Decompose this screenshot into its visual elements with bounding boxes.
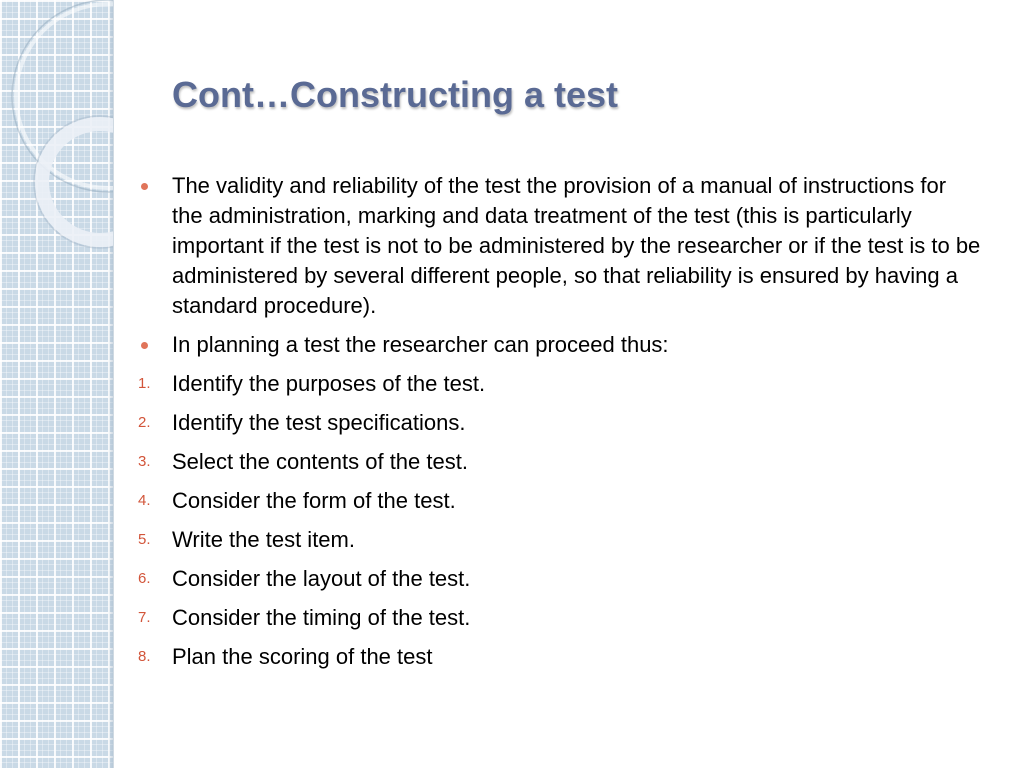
numbered-item [132, 525, 982, 555]
bullet-text: The validity and reliability of the test the provision of a manual of instructions for the administration, marking and data treatment of the test (this is particularly important if the test is not to be administered by the researcher or if the test is to be administered by several different people, so that reliability is ensured by having a standard procedure). [172, 173, 981, 318]
numbered-item [132, 603, 982, 633]
numbered-item [132, 642, 982, 672]
numbered-item [132, 447, 982, 477]
item-text: Write the test item. [172, 527, 355, 552]
item-number: 6. [138, 570, 151, 587]
item-number: 2. [138, 414, 151, 431]
bullet-item [132, 330, 982, 360]
item-number: 5. [138, 531, 151, 548]
decorative-rings [0, 0, 113, 768]
slide-title: Cont…Constructing a test [172, 74, 618, 115]
item-text: Identify the purposes of the test. [172, 371, 486, 396]
item-text: Consider the layout of the test. [172, 566, 471, 591]
item-text: Consider the timing of the test. [172, 605, 471, 630]
item-text: Plan the scoring of the test [172, 644, 433, 669]
numbered-item [132, 408, 982, 438]
numbered-item [132, 486, 982, 516]
bullet-text: In planning a test the researcher can proceed thus: [172, 332, 669, 357]
bullet-icon [141, 342, 148, 349]
numbered-item [132, 564, 982, 594]
bullet-item [132, 171, 982, 321]
content-list [132, 171, 982, 681]
item-number: 8. [138, 648, 151, 665]
item-number: 3. [138, 453, 151, 470]
numbered-item [132, 369, 982, 399]
item-text: Consider the form of the test. [172, 488, 456, 513]
item-number: 4. [138, 492, 151, 509]
item-text: Select the contents of the test. [172, 449, 468, 474]
item-text: Identify the test specifications. [172, 410, 466, 435]
item-number: 1. [138, 375, 151, 392]
item-number: 7. [138, 609, 151, 626]
bullet-icon [141, 183, 148, 190]
